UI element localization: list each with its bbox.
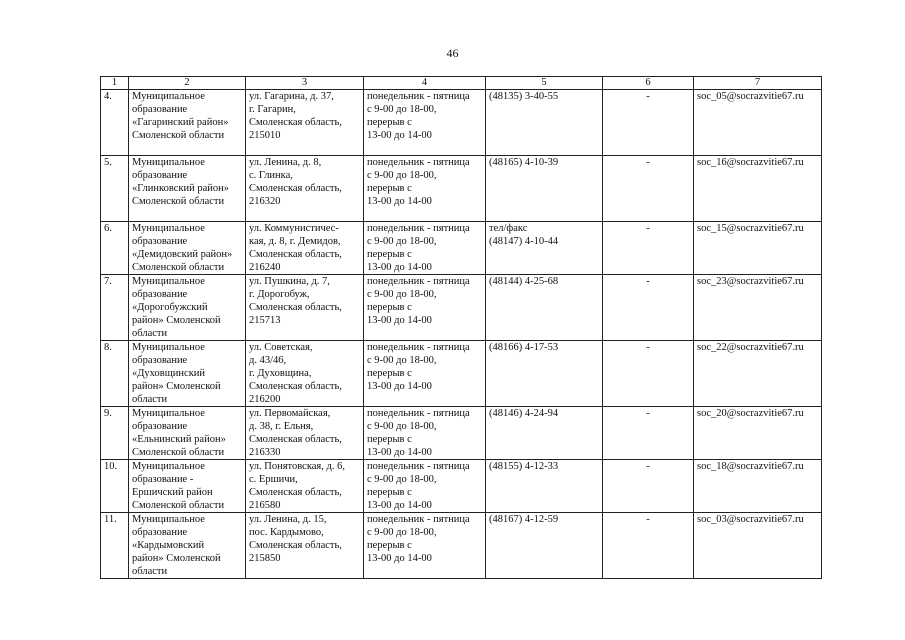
email: soc_03@socrazvitie67.ru [694,513,822,579]
header-cell: 5 [486,77,603,90]
table-row [101,222,822,275]
header-cell: 7 [694,77,822,90]
phone: (48155) 4-12-33 [486,460,603,513]
row-number: 10. [101,460,129,513]
phone: (48146) 4-24-94 [486,407,603,460]
org-name: Муниципальное образование «Духовщинский район» Смоленской области [129,341,246,407]
row-number: 7. [101,275,129,341]
table-row [101,407,822,460]
email: soc_20@socrazvitie67.ru [694,407,822,460]
col6-value: - [603,513,694,579]
page-number: 46 [446,46,459,60]
table-row [101,513,822,579]
col6-value: - [603,90,694,156]
email: soc_23@socrazvitie67.ru [694,275,822,341]
org-name: Муниципальное образование «Глинковский район» Смоленской области [129,156,246,222]
row-number: 5. [101,156,129,222]
header-cell: 6 [603,77,694,90]
col6-value: - [603,407,694,460]
phone: (48135) 3-40-55 [486,90,603,156]
org-name: Муниципальное образование «Ельнинский район» Смоленской области [129,407,246,460]
header-row [101,77,822,90]
address: ул. Коммунистичес- кая, д. 8, г. Демидов, Смоленская область, 216240 [246,222,364,275]
address: ул. Ленина, д. 8, с. Глинка, Смоленская область, 216320 [246,156,364,222]
header-cell: 3 [246,77,364,90]
email: soc_05@socrazvitie67.ru [694,90,822,156]
email: soc_16@socrazvitie67.ru [694,156,822,222]
table-row [101,341,822,407]
header-cell: 4 [364,77,486,90]
col6-value: - [603,275,694,341]
phone: (48165) 4-10-39 [486,156,603,222]
row-number: 11. [101,513,129,579]
address: ул. Первомайская, д. 38, г. Ельня, Смоленская область, 216330 [246,407,364,460]
col6-value: - [603,222,694,275]
address: ул. Советская, д. 43/46, г. Духовщина, Смоленская область, 216200 [246,341,364,407]
phone: тел/факс (48147) 4-10-44 [486,222,603,275]
row-number: 4. [101,90,129,156]
table-row [101,156,822,222]
col6-value: - [603,156,694,222]
contacts-table [100,76,822,579]
org-name: Муниципальное образование - Ершичский район Смоленской области [129,460,246,513]
org-name: Муниципальное образование «Демидовский район» Смоленской области [129,222,246,275]
row-number: 8. [101,341,129,407]
org-name: Муниципальное образование «Кардымовский район» Смоленской области [129,513,246,579]
col6-value: - [603,341,694,407]
address: ул. Ленина, д. 15, пос. Кардымово, Смоленская область, 215850 [246,513,364,579]
address: ул. Понятовская, д. 6, с. Ершичи, Смоленская область, 216580 [246,460,364,513]
address: ул. Гагарина, д. 37, г. Гагарин, Смоленская область, 215010 [246,90,364,156]
row-number: 6. [101,222,129,275]
col6-value: - [603,460,694,513]
work-hours: понедельник - пятница с 9-00 до 18-00, перерыв с 13-00 до 14-00 [364,513,486,579]
email: soc_15@socrazvitie67.ru [694,222,822,275]
work-hours: понедельник - пятница с 9-00 до 18-00, перерыв с 13-00 до 14-00 [364,222,486,275]
table-row [101,275,822,341]
work-hours: понедельник - пятница с 9-00 до 18-00, перерыв с 13-00 до 14-00 [364,341,486,407]
work-hours: понедельник - пятница с 9-00 до 18-00, перерыв с 13-00 до 14-00 [364,156,486,222]
org-name: Муниципальное образование «Дорогобужский район» Смоленской области [129,275,246,341]
header-cell: 2 [129,77,246,90]
email: soc_22@socrazvitie67.ru [694,341,822,407]
org-name: Муниципальное образование «Гагаринский район» Смоленской области [129,90,246,156]
work-hours: понедельник - пятница с 9-00 до 18-00, перерыв с 13-00 до 14-00 [364,275,486,341]
address: ул. Пушкина, д. 7, г. Дорогобуж, Смоленская область, 215713 [246,275,364,341]
work-hours: понедельник - пятница с 9-00 до 18-00, перерыв с 13-00 до 14-00 [364,90,486,156]
row-number: 9. [101,407,129,460]
phone: (48144) 4-25-68 [486,275,603,341]
phone: (48167) 4-12-59 [486,513,603,579]
phone: (48166) 4-17-53 [486,341,603,407]
work-hours: понедельник - пятница с 9-00 до 18-00, перерыв с 13-00 до 14-00 [364,407,486,460]
email: soc_18@socrazvitie67.ru [694,460,822,513]
header-cell: 1 [101,77,129,90]
work-hours: понедельник - пятница с 9-00 до 18-00, перерыв с 13-00 до 14-00 [364,460,486,513]
table-row [101,90,822,156]
table-row [101,460,822,513]
